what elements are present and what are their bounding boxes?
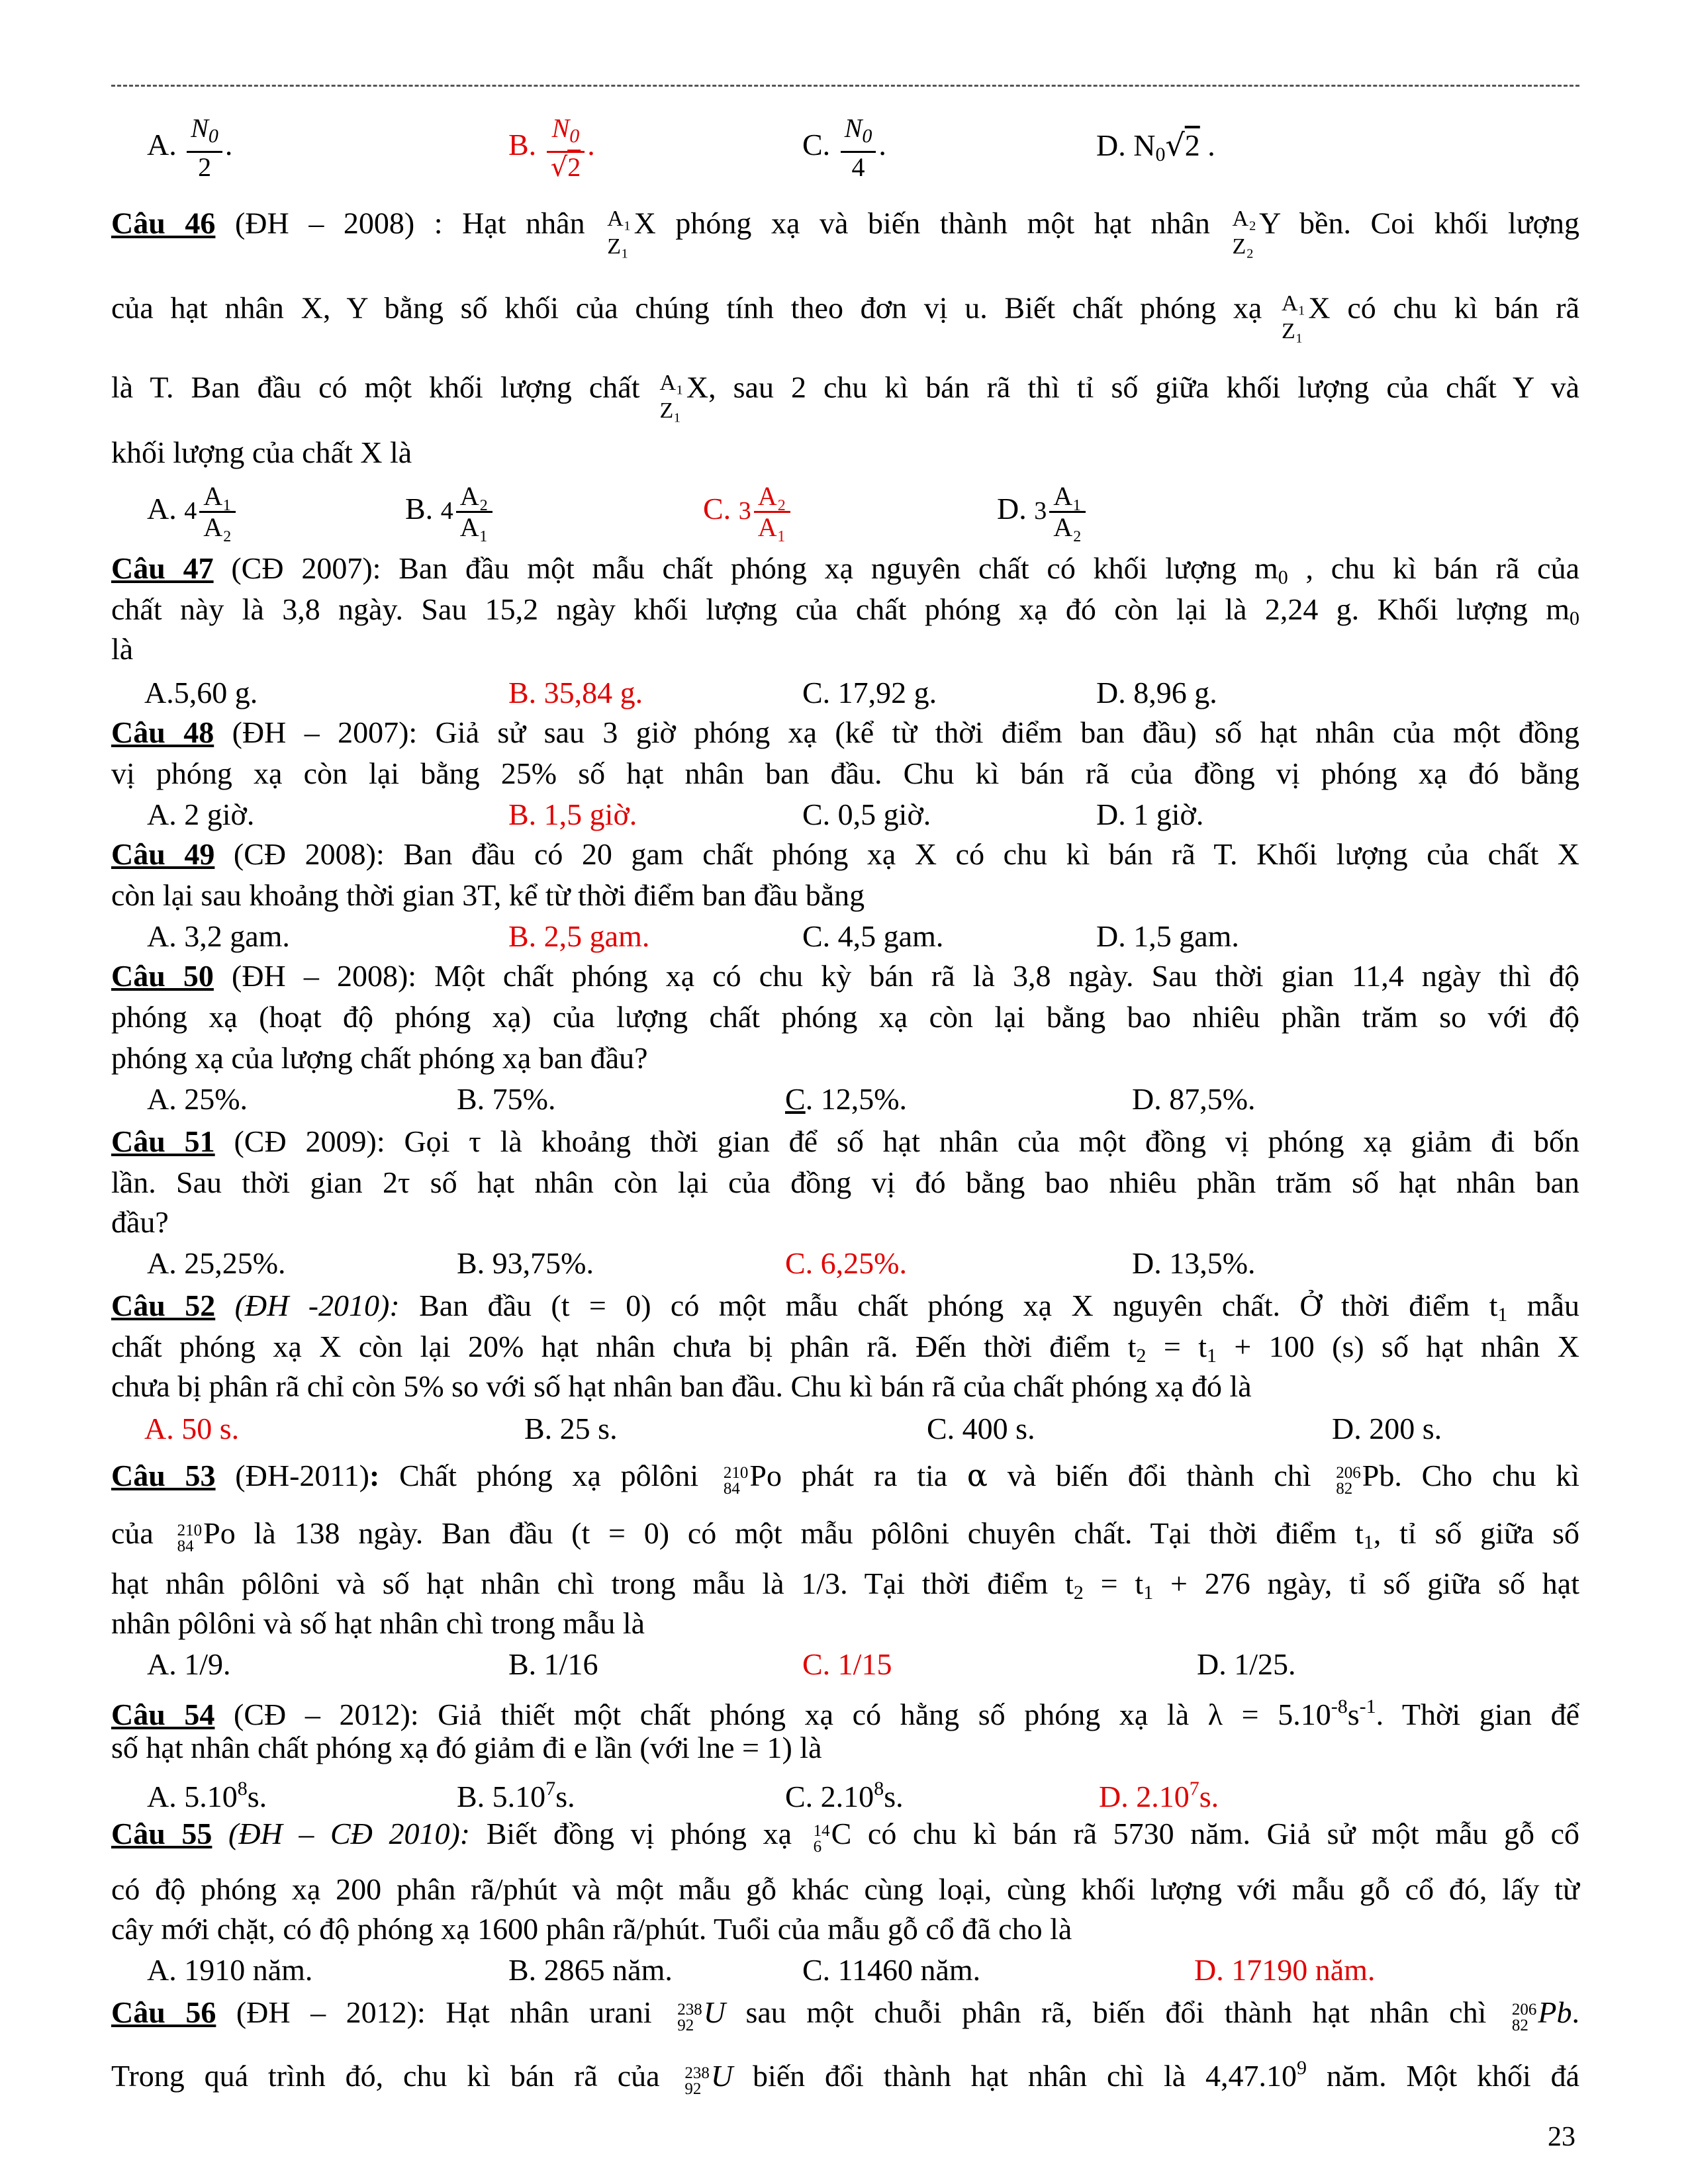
q53-option-b: B. 1/16 <box>508 1647 598 1681</box>
q55-line-1: Câu 55 (ĐH – CĐ 2010): Biết đồng vị phóng xạ 14 6 C có chu kì bán rã 5730 năm. Giả sử một mẫu gỗ cổ <box>111 1817 1580 1856</box>
q51-option-a: A. 25,25%. <box>147 1246 286 1280</box>
q51-option-c: C. 6,25%. <box>785 1246 907 1280</box>
q47-line-3: là <box>111 632 134 666</box>
q51-line-3: đầu? <box>111 1205 169 1239</box>
q49-line-2: còn lại sau khoảng thời gian 3T, kể từ thời điểm ban đầu bằng <box>111 878 865 912</box>
q52-option-c: C. 400 s. <box>927 1412 1035 1445</box>
q54-line-2: số hạt nhân chất phóng xạ đó giảm đi e lần (với lne = 1) là <box>111 1731 822 1764</box>
q47-option-d: D. 8,96 g. <box>1096 676 1217 709</box>
q53-label: Câu 53 <box>111 1459 216 1492</box>
q55-option-c: C. 11460 năm. <box>802 1953 981 1987</box>
q50-line-2: phóng xạ (hoạt độ phóng xạ) của lượng chất phóng xạ còn lại bằng bao nhiêu phần trăm so với độ <box>111 1000 1579 1034</box>
q46-line-4: khối lượng của chất X là <box>111 435 412 469</box>
q50-option-b: B. 75%. <box>457 1082 556 1116</box>
q55-option-b: B. 2865 năm. <box>508 1953 673 1987</box>
page-number: 23 <box>1548 2122 1575 2152</box>
q53-option-d: D. 1/25. <box>1197 1647 1296 1681</box>
q46-label: Câu 46 <box>111 206 216 240</box>
q56-label: Câu 56 <box>111 1995 216 2029</box>
q52-option-d: D. 200 s. <box>1332 1412 1442 1445</box>
q46-line-3: là T. Ban đầu có một khối lượng chất A₁ Z₁ X, sau 2 chu kì bán rã thì tỉ số giữa khối lượng của chất Y và <box>111 370 1579 423</box>
q45-option-c: C. $\frac{N_0}{4}$ . <box>802 113 886 182</box>
q54-line-1: Câu 54 (CĐ – 2012): Giả thiết một chất phóng xạ có hằng số phóng xạ là $\lambda = 5.10^{-8}s^{-1}$. Thời gian để <box>111 1696 1579 1731</box>
q51-option-d: D. 13,5%. <box>1132 1246 1256 1280</box>
q54-option-b: B. 5.10$^7$s. <box>457 1778 575 1813</box>
q52-option-b: B. 25 s. <box>524 1412 618 1445</box>
q45-option-d: D. $N_0√2$ . <box>1096 127 1215 165</box>
q53-line-4: nhân pôlôni và số hạt nhân chì trong mẫu là <box>111 1606 645 1640</box>
q54-option-d: D. 2.10$^7$s. <box>1099 1778 1219 1813</box>
q46-option-c: C. 3 $\frac{\text{A₂}}{\text{A₁}}$ <box>703 482 793 542</box>
q48-option-b: B. 1,5 giờ. <box>508 797 637 831</box>
q46-line-2: của hạt nhân X, Y bằng số khối của chúng tính theo đơn vị u. Biết chất phóng xạ A₁ Z₁ X có chu kì bán rã <box>111 291 1579 343</box>
q53-line-3: hạt nhân pôlôni và số hạt nhân chì trong mẫu là 1/3. Tại thời điểm $t_2 = t_1 + 276$ ngày, tỉ số giữa số hạt <box>111 1567 1580 1604</box>
q50-line-1: Câu 50 (ĐH – 2008): Một chất phóng xạ có chu kỳ bán rã là 3,8 ngày. Sau thời gian 11,4 ngày thì độ <box>111 959 1579 993</box>
q46-option-a: A. 4 $\frac{\text{A₁}}{\text{A₂}}$ <box>147 482 238 542</box>
q46-option-d: D. 3 $\frac{\text{A₁}}{\text{A₂}}$ <box>997 482 1088 542</box>
q50-line-3: phóng xạ của lượng chất phóng xạ ban đầu? <box>111 1041 648 1075</box>
q55-line-2: có độ phóng xạ 200 phân rã/phút và một mẫu gỗ khác cùng loại, cùng khối lượng với mẫu gỗ cổ đó, lấy từ <box>111 1872 1579 1906</box>
q48-line-2: vị phóng xạ còn lại bằng 25% số hạt nhân ban đầu. Chu kì bán rã của đồng vị phóng xạ đó bằng <box>111 756 1579 790</box>
q56-line-2: Trong quá trình đó, chu kì bán rã của 238 92 U biến đổi thành hạt nhân chì là 4,47.10$^9$ năm. Một khối đá <box>111 2057 1579 2099</box>
q53-option-c: C. 1/15 <box>802 1647 892 1681</box>
q47-line-2: chất này là 3,8 ngày. Sau 15,2 ngày khối lượng của chất phóng xạ đó còn lại là 2,24 g. Khối lượng $m_0$ <box>111 592 1579 629</box>
q49-option-c: C. 4,5 gam. <box>802 919 944 953</box>
q47-option-c: C. 17,92 g. <box>802 676 937 709</box>
q45-option-b: B. $\frac{N_0}{√2}$ . <box>508 113 595 183</box>
q51-line-1: Câu 51 (CĐ 2009): Gọi τ là khoảng thời gian để số hạt nhân của một đồng vị phóng xạ giảm đi bốn <box>111 1124 1579 1158</box>
q52-label: Câu 52 <box>111 1289 216 1322</box>
q55-label: Câu 55 <box>111 1817 212 1850</box>
q49-option-b: B. 2,5 gam. <box>508 919 650 953</box>
header-dashed-rule <box>111 85 1579 87</box>
q49-label: Câu 49 <box>111 837 215 871</box>
q48-label: Câu 48 <box>111 715 214 749</box>
q54-option-a: A. 5.10$^8$s. <box>147 1778 267 1813</box>
q49-option-d: D. 1,5 gam. <box>1096 919 1239 953</box>
q53-line-1: Câu 53 (ĐH-2011): Chất phóng xạ pôlôni 210 84 Po phát ra tia α và biến đổi thành chì 206 82 Pb. Cho chu kì <box>111 1457 1579 1498</box>
q55-line-3: cây mới chặt, có độ phóng xạ 1600 phân rã/phút. Tuổi của mẫu gỗ cổ đã cho là <box>111 1912 1072 1946</box>
q45-option-a: A. $\frac{N_0}{2}$ . <box>147 113 233 182</box>
q48-option-c: C. 0,5 giờ. <box>802 797 931 831</box>
q46-line-1: Câu 46 (ĐH – 2008) : Hạt nhân A₁ Z₁ X phóng xạ và biến thành một hạt nhân A₂ Z₂ Y bền. Coi khối lượng <box>111 206 1579 259</box>
q47-option-b: B. 35,84 g. <box>508 676 643 709</box>
q50-option-d: D. 87,5%. <box>1132 1082 1256 1116</box>
q49-option-a: A. 3,2 gam. <box>147 919 290 953</box>
q50-option-a: A. 25%. <box>147 1082 248 1116</box>
q51-option-b: B. 93,75%. <box>457 1246 594 1280</box>
q49-line-1: Câu 49 (CĐ 2008): Ban đầu có 20 gam chất phóng xạ X có chu kì bán rã T. Khối lượng của chất X <box>111 837 1579 871</box>
q52-line-2: chất phóng xạ X còn lại 20% hạt nhân chưa bị phân rã. Đến thời điểm $t_2 = t_1 + 100$ (s) số hạt nhân X <box>111 1330 1579 1367</box>
q54-label: Câu 54 <box>111 1698 215 1731</box>
q55-option-d: D. 17190 năm. <box>1194 1953 1376 1987</box>
q52-line-1: Câu 52 (ĐH -2010): Ban đầu (t = 0) có một mẫu chất phóng xạ X nguyên chất. Ở thời điểm $t_1$ mẫu <box>111 1289 1579 1326</box>
q48-option-a: A. 2 giờ. <box>147 797 255 831</box>
q53-line-2: của 210 84 Po là 138 ngày. Ban đầu (t = 0) có một mẫu pôlôni chuyên chất. Tại thời điểm $t_1$, tỉ số giữa số <box>111 1516 1579 1556</box>
q50-label: Câu 50 <box>111 959 214 993</box>
q56-line-1: Câu 56 (ĐH – 2012): Hạt nhân urani 238 92 U sau một chuỗi phân rã, biến đổi thành hạt nhân chì 206 82 Pb. <box>111 1995 1579 2035</box>
q47-label: Câu 47 <box>111 551 214 585</box>
q47-option-a: A.5,60 g. <box>144 676 258 709</box>
q55-option-a: A. 1910 năm. <box>147 1953 313 1987</box>
q46-option-b: B. 4 $\frac{\text{A₂}}{\text{A₁}}$ <box>405 482 495 542</box>
q51-label: Câu 51 <box>111 1124 215 1158</box>
q54-option-c: C. 2.10$^8$s. <box>785 1778 904 1813</box>
q53-option-a: A. 1/9. <box>147 1647 231 1681</box>
q52-option-a: A. 50 s. <box>144 1412 240 1445</box>
q48-option-d: D. 1 giờ. <box>1096 797 1204 831</box>
q48-line-1: Câu 48 (ĐH – 2007): Giả sử sau 3 giờ phóng xạ (kể từ thời điểm ban đầu) số hạt nhân của một đồng <box>111 715 1579 749</box>
q52-line-3: chưa bị phân rã chỉ còn 5% so với số hạt nhân ban đầu. Chu kì bán rã của chất phóng xạ đó là <box>111 1369 1252 1403</box>
q51-line-2: lần. Sau thời gian 2τ số hạt nhân còn lại của đồng vị đó bằng bao nhiêu phần trăm số hạt nhân ban <box>111 1165 1579 1199</box>
q50-option-c: C. 12,5%. <box>785 1082 908 1116</box>
q47-line-1: Câu 47 (CĐ 2007): Ban đầu một mẫu chất phóng xạ nguyên chất có khối lượng $m_0$ , chu kì bán rã của <box>111 551 1580 588</box>
